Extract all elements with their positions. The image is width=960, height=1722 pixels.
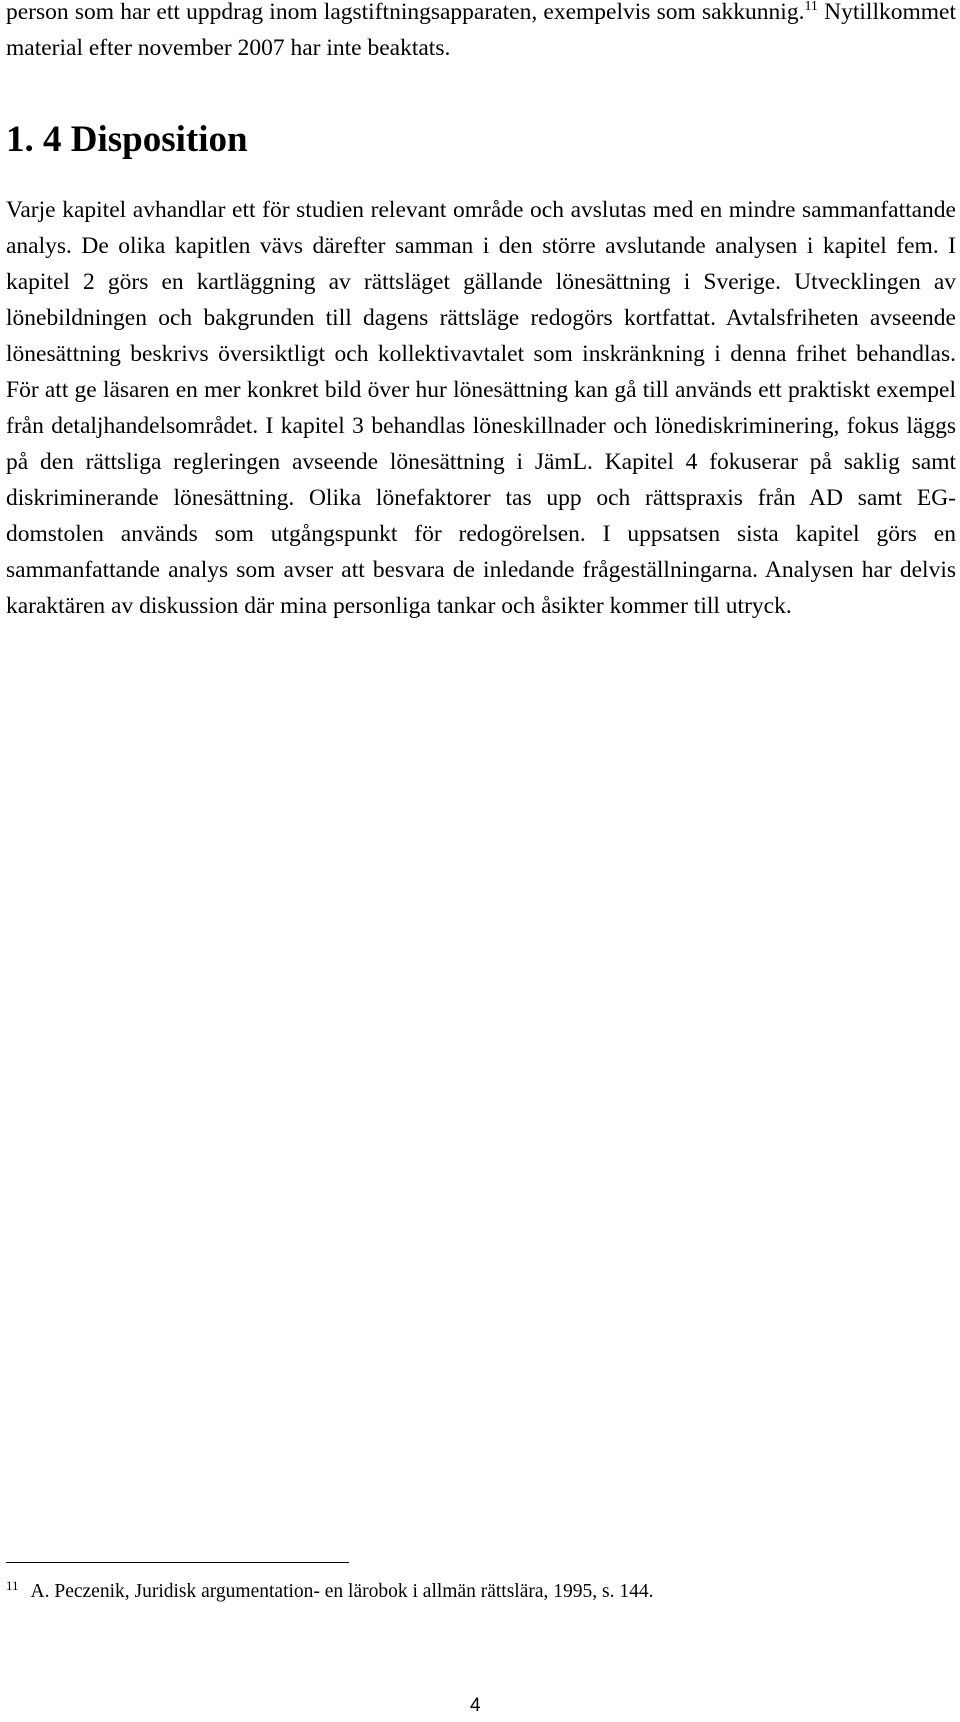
- page-number: 4: [470, 1695, 481, 1716]
- footnote-number: 11: [6, 1577, 19, 1593]
- footnote-text: A. Peczenik, Juridisk argumentation- en lärobok i allmän rättslära, 1995, s. 144.: [30, 1581, 654, 1602]
- paragraph-text-before-ref: person som har ett uppdrag inom lagstiftningsapparaten, exempelvis som sakkunnig.: [6, 0, 805, 25]
- disposition-paragraph: Varje kapitel avhandlar ett för studien relevant område och avslutas med en mindre sammanfattande analys. De olika kapitlen vävs därefter samman i den större avslutande analysen i kapitel fem. I kapitel 2 görs en kartläggning av rättsläget gällande lönesättning i Sverige. Utvecklingen av lönebildningen och bakgrunden till dagens rättsläge redogörs kortfattat. Avtalsfriheten avseende lönesättning beskrivs översiktligt och kollektivavtalet som inskränkning i denna frihet behandlas. För att ge läsaren en mer konkret bild över hur lönesättning kan gå till används ett praktiskt exempel från detaljhandelsområdet. I kapitel 3 behandlas löneskillnader och lönediskriminering, fokus läggs på den rättsliga regleringen avseende lönesättning i JämL. Kapitel 4 fokuserar på saklig samt diskriminerande lönesättning. Olika lönefaktorer tas upp och rättspraxis från AD samt EG-domstolen används som utgångspunkt för redogörelsen. I uppsatsen sista kapitel görs en sammanfattande analys som avser att besvara de inledande frågeställningarna. Analysen har delvis karaktären av diskussion där mina personliga tankar och åsikter kommer till utryck.: [6, 197, 956, 619]
- paragraph-text-after-ref: Nytillkommet material efter november 2007 har inte beaktats.: [6, 0, 956, 61]
- continuation-paragraph: [6, 0, 956, 66]
- footnote-separator: [6, 1562, 349, 1563]
- footnote: [6, 1579, 653, 1605]
- footnote-reference[interactable]: 11: [804, 0, 818, 15]
- section-heading: 1. 4 Disposition: [6, 119, 248, 160]
